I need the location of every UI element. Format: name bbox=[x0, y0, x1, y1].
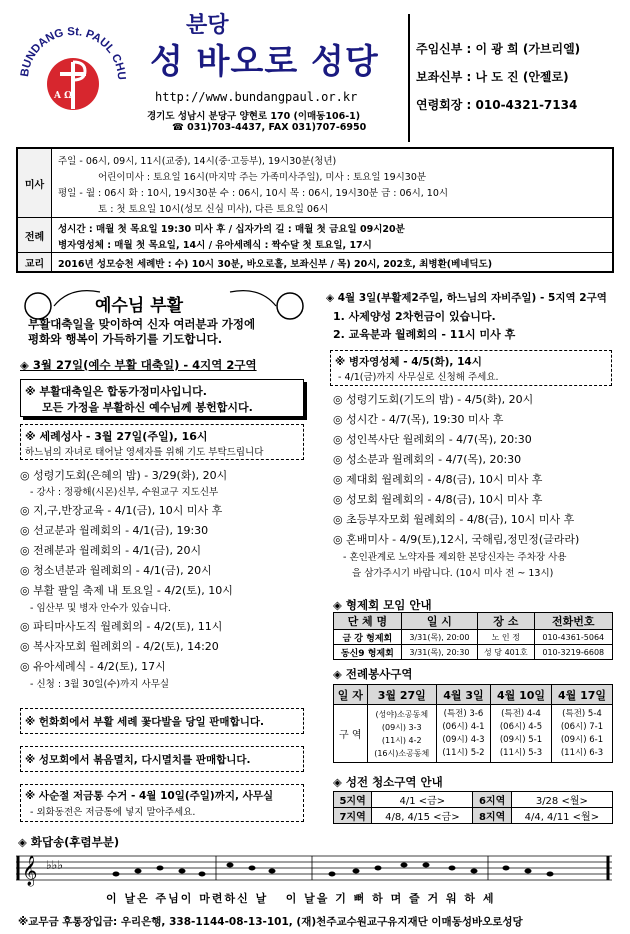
right-event: ◎ 성인복사단 월례회의 - 4/7(목), 20:30 bbox=[333, 433, 532, 446]
event-sub: - 임산부 및 병자 안수가 있습니다. bbox=[30, 603, 171, 614]
col-header: 일 시 bbox=[401, 613, 477, 630]
baptism-text: 하느님의 자녀로 태어날 영세자를 위해 기도 부탁드립니다 bbox=[25, 447, 264, 458]
week-heading-right: ◈ 4월 3일(부활제2주일, 하느님의 자비주일) - 5지역 2구역 bbox=[326, 292, 607, 304]
col-header: 4월 3일 bbox=[436, 685, 490, 705]
cell: 6지역 bbox=[473, 792, 511, 808]
mass-line: 어린이미사 : 토요일 16시(마지막 주는 가족미사주일), 미사 : 토요일 19시30분 bbox=[98, 172, 427, 183]
pastor: 주임신부 : 이 광 희 (가브리엘) bbox=[416, 42, 581, 56]
header-divider bbox=[408, 14, 410, 142]
right-item: 1. 사제양성 2차헌금이 있습니다. bbox=[333, 310, 496, 323]
liturgy-line: 성시간 : 매월 첫 목요일 19:30 미사 후 / 십자가의 길 : 매월 첫 금요일 09시20분 bbox=[58, 224, 405, 235]
cell: 7지역 bbox=[334, 808, 372, 824]
cell: 3/28 <월> bbox=[511, 792, 612, 808]
lent-bank-text: - 외화동전은 저금통에 넣지 말아주세요. bbox=[30, 807, 196, 818]
event-item: ◎ 부활 팔일 축제 내 토요일 - 4/2(토), 10시 bbox=[20, 584, 233, 597]
cell: 010-4361-5064 bbox=[534, 630, 613, 645]
event-sub: - 강사 : 정광해(시몬)신부, 수원교구 지도신부 bbox=[30, 487, 219, 498]
brother-table bbox=[333, 612, 613, 660]
col-header: 장 소 bbox=[478, 613, 534, 630]
brother-heading: ◈ 형제회 모임 안내 bbox=[333, 598, 432, 612]
assistant-priest: 보좌신부 : 나 도 진 (안젤로) bbox=[416, 70, 569, 84]
cell: 노 인 정 bbox=[478, 630, 534, 645]
mass-line: 주일 - 06시, 09시, 11시(교중), 14시(중·고등부), 19시30분(청년) bbox=[58, 156, 337, 167]
right-event: ◎ 초등부자모회 월례회의 - 4/8(금), 10시 미사 후 bbox=[333, 513, 575, 526]
notice-text: 모든 가정을 부활하신 예수님께 봉헌합시다. bbox=[42, 401, 253, 414]
anchovy-sale-text: ※ 성모회에서 볶음멸치, 다시멸치를 판매합니다. bbox=[25, 754, 251, 766]
catechism-line: 2016년 성모승천 세례반 : 수) 10시 30분, 바오로홀, 보좌신부 / 목) 20시, 202호, 최병환(베네딕도) bbox=[58, 259, 493, 270]
brand-title: 성 바오로 성당 bbox=[150, 42, 379, 82]
mass-line: 토 : 첫 토요일 10시(성모 신심 미사), 다른 토요일 06시 bbox=[98, 204, 329, 215]
svg-text:𝄞: 𝄞 bbox=[22, 856, 38, 886]
service-heading: ◈ 전례봉사구역 bbox=[333, 667, 413, 681]
event-item: ◎ 선교분과 월례회의 - 4/1(금), 19:30 bbox=[20, 524, 209, 537]
cell: (특전) 4-4 (06시) 4-5 (09시) 5-1 (11시) 5-3 bbox=[491, 705, 552, 763]
intro-line: 부활대축일을 맞이하여 신자 여러분과 가정에 bbox=[28, 317, 256, 331]
right-event: ◎ 성령기도회(기도의 밤) - 4/5(화), 20시 bbox=[333, 393, 534, 406]
right-event: ◎ 제대회 월례회의 - 4/8(금), 10시 미사 후 bbox=[333, 473, 543, 486]
cleaning-table bbox=[333, 791, 613, 824]
cell: 4/1 <금> bbox=[372, 792, 473, 808]
sick-communion-text: - 4/1(금)까지 사무실로 신청해 주세요. bbox=[338, 372, 499, 383]
mass-line: 평일 - 월 : 06시 화 : 10시, 19시30분 수 : 06시, 10시 목 : 06시, 19시30분 금 : 06시, 10시 bbox=[58, 188, 449, 199]
right-event: ◎ 성시간 - 4/7(목), 19:30 미사 후 bbox=[333, 413, 504, 426]
psalm-lyrics: 이 날은 주님이 마련하신 날 이 날을 기 뻐 하 며 즐 거 워 하 세 bbox=[106, 892, 496, 905]
event-item: ◎ 청소년분과 월례회의 - 4/1(금), 20시 bbox=[20, 564, 212, 577]
event-item: ◎ 전례분과 월례회의 - 4/1(금), 20시 bbox=[20, 544, 202, 557]
psalm-heading: ◈ 화답송(후렴부분) bbox=[18, 835, 120, 849]
notice-text: ※ 부활대축일은 합동가정미사입니다. bbox=[25, 385, 207, 398]
music-staff bbox=[16, 852, 612, 910]
liturgy-label: 전례 bbox=[18, 218, 52, 252]
col-header: 일 자 bbox=[334, 685, 368, 705]
baptism-text: ※ 세례성사 - 3월 27일(주일), 16시 bbox=[25, 430, 208, 443]
cell: 동신9 형제회 bbox=[334, 645, 402, 660]
cell: 4/8, 4/15 <금> bbox=[372, 808, 473, 824]
event-item: ◎ 복사자모회 월례회의 - 4/2(토), 14:20 bbox=[20, 640, 219, 653]
svg-text:♭♭♭: ♭♭♭ bbox=[46, 858, 63, 872]
wedding-sub: - 혼인관계로 노약자를 제외한 본당신자는 주차장 사용 bbox=[343, 552, 567, 563]
lent-bank-text: ※ 사순절 저금통 수거 - 4월 10일(주일)까지, 사무실 bbox=[25, 790, 274, 802]
sick-communion-text: ※ 병자영성체 - 4/5(화), 14시 bbox=[335, 356, 482, 368]
funeral-contact: 연령회장 : 010-4321-7134 bbox=[416, 98, 578, 112]
event-item: ◎ 지,구,반장교육 - 4/1(금), 10시 미사 후 bbox=[20, 504, 223, 517]
cell: (특전) 5-4 (06시) 7-1 (09시) 6-1 (11시) 6-3 bbox=[551, 705, 612, 763]
cell: 3/31(목), 20:30 bbox=[401, 645, 477, 660]
col-header: 4월 10일 bbox=[491, 685, 552, 705]
divider bbox=[18, 217, 612, 218]
right-event: ◎ 성소분과 월례회의 - 4/7(목), 20:30 bbox=[333, 453, 522, 466]
event-item: ◎ 성령기도회(은혜의 밤) - 3/29(화), 20시 bbox=[20, 469, 228, 482]
event-item: ◎ 파티마사도직 월례회의 - 4/2(토), 11시 bbox=[20, 620, 223, 633]
phone-fax: ☎ 031)703-4437, FAX 031)707-6950 bbox=[172, 122, 367, 133]
footer-bank-info: ※교무금 후통장입금: 우리은행, 338-1144-08-13-101, (재)천주교수원교구유지재단 이매동성바오로성당 bbox=[18, 916, 523, 928]
cell: 4/4, 4/11 <월> bbox=[511, 808, 612, 824]
divider bbox=[18, 252, 612, 253]
cell: 010-3219-6608 bbox=[534, 645, 613, 660]
church-logo bbox=[14, 14, 132, 132]
flower-sale-text: ※ 헌화회에서 부활 세례 꽃다발을 당일 판매합니다. bbox=[25, 716, 264, 728]
right-event: ◎ 혼배미사 - 4/9(토),12시, 국해림,정민정(글라라) bbox=[333, 533, 580, 546]
svg-text:BUNDANG St. PAUL CHURCH: BUNDANG St. PAUL CHU bbox=[19, 25, 128, 81]
liturgy-line: 병자영성체 : 매월 첫 목요일, 14시 / 유아세례식 : 짝수달 첫 토요일, 17시 bbox=[58, 240, 372, 251]
wedding-sub: 을 삼가주시기 바랍니다. (10시 미사 전 ~ 13시) bbox=[352, 568, 554, 579]
event-sub: - 신청 : 3월 30일(수)까지 사무실 bbox=[30, 679, 170, 690]
cleaning-heading: ◈ 성전 청소구역 안내 bbox=[333, 775, 443, 789]
easter-title: 예수님 부활 bbox=[95, 296, 184, 316]
event-item: ◎ 유아세례식 - 4/2(토), 17시 bbox=[20, 660, 166, 673]
cell: 3/31(목), 20:00 bbox=[401, 630, 477, 645]
svg-text:A Ω: A Ω bbox=[54, 91, 73, 101]
service-table bbox=[333, 684, 613, 763]
cell: 5지역 bbox=[334, 792, 372, 808]
mass-schedule-table bbox=[16, 147, 614, 273]
cell: 금 강 형제회 bbox=[334, 630, 402, 645]
col-header: 3월 27일 bbox=[367, 685, 436, 705]
row-label: 구 역 bbox=[334, 705, 368, 763]
catechism-label: 교리 bbox=[18, 253, 52, 271]
cell: 8지역 bbox=[473, 808, 511, 824]
brand-small: 분당 bbox=[186, 13, 229, 38]
cell: 성 당 401호 bbox=[478, 645, 534, 660]
mass-label: 미사 bbox=[18, 149, 52, 217]
col-header: 단 체 명 bbox=[334, 613, 402, 630]
website-link[interactable]: http://www.bundangpaul.or.kr bbox=[155, 90, 358, 104]
week-heading-left: ◈ 3월 27일(예수 부활 대축일) - 4지역 2구역 bbox=[20, 358, 257, 372]
cell: (특전) 3-6 (06시) 4-1 (09시) 4-3 (11시) 5-2 bbox=[436, 705, 490, 763]
cell: (성야)소공동체 (09시) 3-3 (11시) 4-2 (16시)소공동체 bbox=[367, 705, 436, 763]
col-header: 전화번호 bbox=[534, 613, 613, 630]
col-header: 4월 17일 bbox=[551, 685, 612, 705]
right-event: ◎ 성모회 월례회의 - 4/8(금), 10시 미사 후 bbox=[333, 493, 543, 506]
intro-line: 평화와 행복이 가득하기를 기도합니다. bbox=[28, 332, 223, 346]
right-item: 2. 교육분과 월례회의 - 11시 미사 후 bbox=[333, 328, 516, 341]
address: 경기도 성남시 분당구 양현로 170 (이매동106-1) bbox=[147, 111, 361, 122]
